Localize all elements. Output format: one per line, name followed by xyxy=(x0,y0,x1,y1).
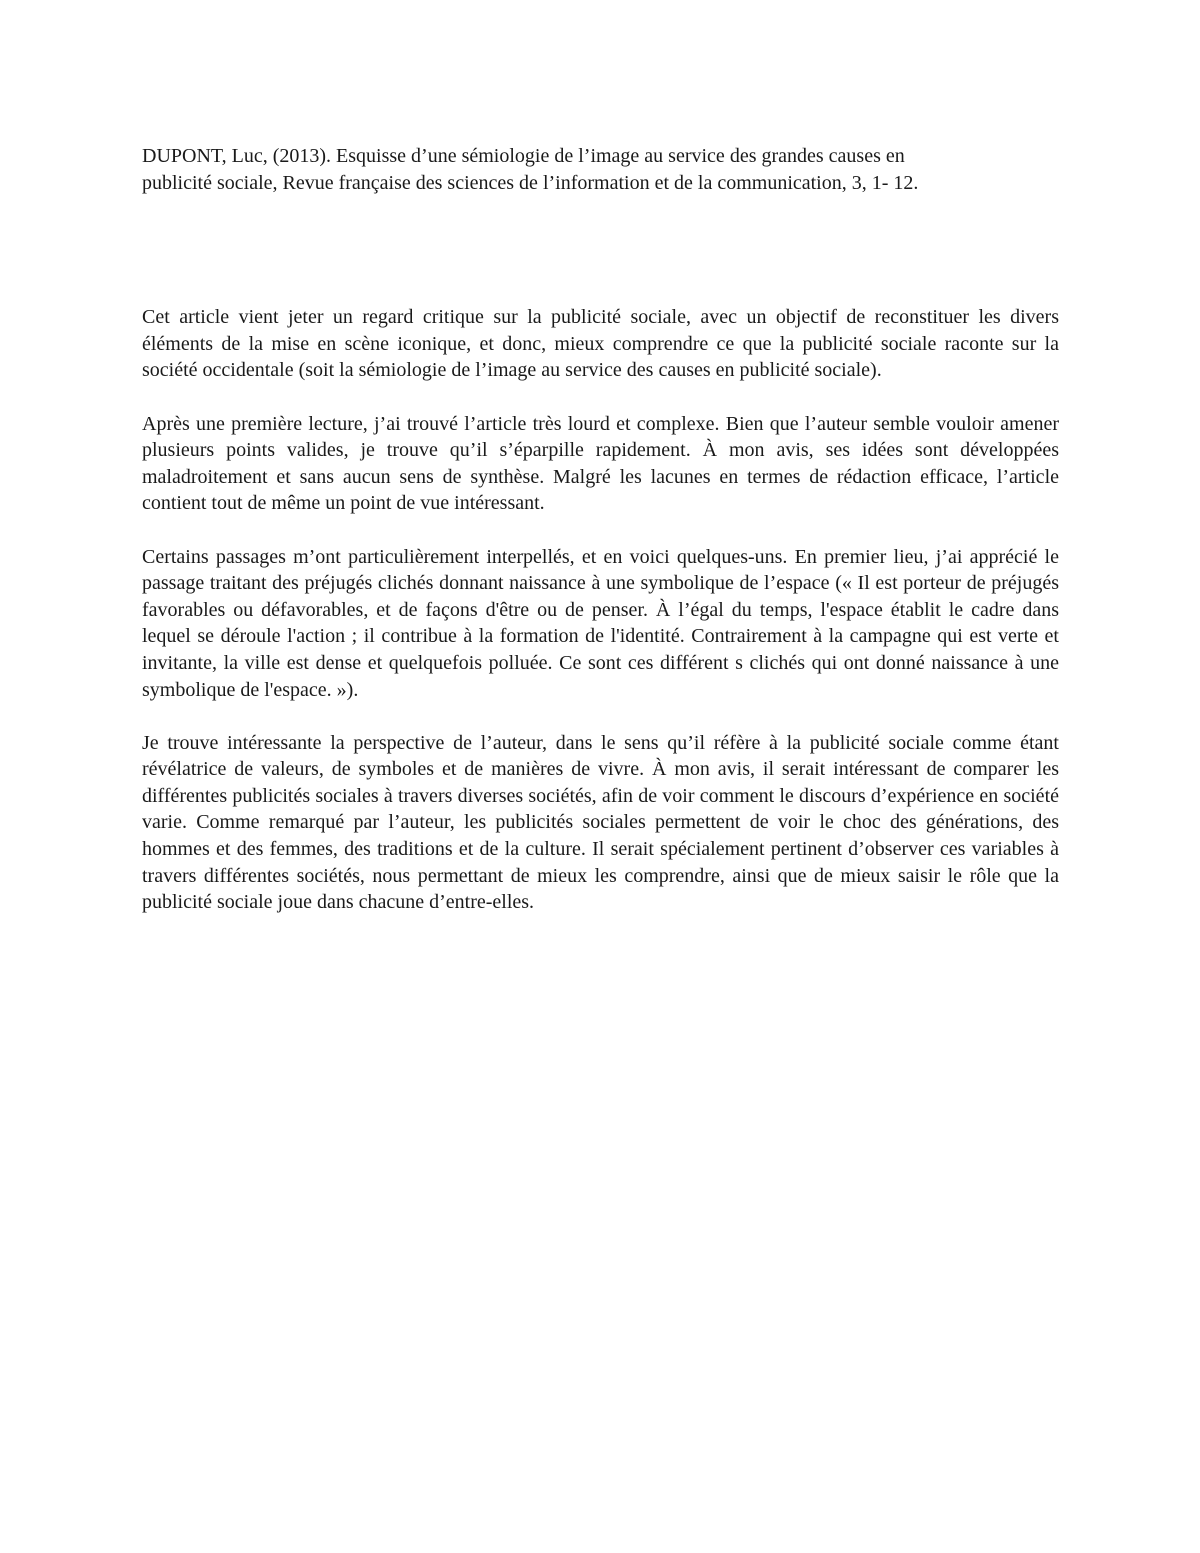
paragraph-intro: Cet article vient jeter un regard critique sur la publicité sociale, avec un objectif de reconstituer les divers éléments de la mise en scène iconique, et donc, mieux comprendre ce que la publicité sociale raconte sur la société occidentale (soit la sémiologie de l’image au service des causes en publicité sociale). xyxy=(142,306,1059,382)
paragraph-perspective: Je trouve intéressante la perspective de l’auteur, dans le sens qu’il réfère à la publicité sociale comme étant révélatrice de valeurs, de symboles et de manières de vivre. À mon avis, il serait intéressant de comparer les différentes publicités sociales à travers diverses sociétés, afin de voir comment le discours d’expérience en société varie. Comme remarqué par l’auteur, les publicités sociales permettent de voir le choc des générations, des hommes et des femmes, des traditions et de la culture. Il serait spécialement pertinent d’observer ces variables à travers différentes sociétés, nous permettant de mieux les comprendre, ainsi que de mieux saisir le rôle que la publicité sociale joue dans chacune d’entre-elles. xyxy=(142,731,1059,914)
bibliographic-reference xyxy=(142,143,1059,196)
summary-section xyxy=(142,304,1059,916)
paragraph-passages: Certains passages m’ont particulièrement interpellés, et en voici quelques-uns. En premier lieu, j’ai apprécié le passage traitant des préjugés clichés donnant naissance à une symbolique de l’espace (« Il est porteur de préjugés favorables ou défavorables, et de façons d'être ou de penser. À l’égal du temps, l'espace établit le cadre dans lequel se déroule l'action ; il contribue à la formation de l'identité. Contrairement à la campagne qui est verte et invitante, la ville est dense et quelquefois polluée. Ce sont ces différent s clichés qui ont donné naissance à une symbolique de l'espace. »). xyxy=(142,545,1059,701)
document-body xyxy=(142,143,1059,942)
paragraph-first-reading: Après une première lecture, j’ai trouvé l’article très lourd et complexe. Bien que l’auteur semble vouloir amener plusieurs points valides, je trouve qu’il s’éparpille rapidement. À mon avis, ses idées sont développées maladroitement et sans aucun sens de synthèse. Malgré les lacunes en termes de rédaction efficace, l’article contient tout de même un point de vue intéressant. xyxy=(142,412,1059,515)
reference-line-2: publicité sociale, Revue française des sciences de l’information et de la communication, 3, 1- 12. xyxy=(142,171,919,194)
reference-line-1: DUPONT, Luc, (2013). Esquisse d’une sémiologie de l’image au service des grandes causes en xyxy=(142,145,905,167)
